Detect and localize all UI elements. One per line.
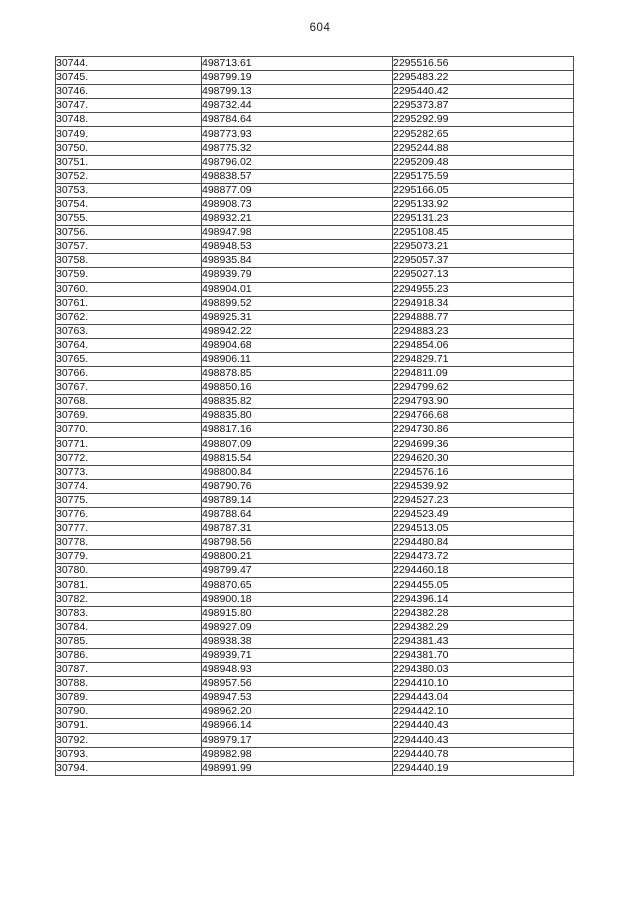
row-easting: 498800.84 [202,465,393,479]
row-easting: 498870.65 [202,578,393,592]
table-row [56,634,574,648]
row-easting: 498947.98 [202,226,393,240]
row-northing: 2294382.29 [393,620,574,634]
row-easting: 498966.14 [202,719,393,733]
row-easting: 498790.76 [202,479,393,493]
row-easting: 498939.71 [202,648,393,662]
row-easting: 498927.09 [202,620,393,634]
table-row [56,733,574,747]
table-row [56,423,574,437]
table-row [56,648,574,662]
row-easting: 498732.44 [202,99,393,113]
table-row [56,57,574,71]
row-easting: 498906.11 [202,352,393,366]
row-index: 30755. [56,212,202,226]
table-row [56,183,574,197]
row-index: 30789. [56,691,202,705]
table-row [56,705,574,719]
coordinate-table-body [56,57,574,776]
row-index: 30747. [56,99,202,113]
table-row [56,719,574,733]
row-easting: 498948.53 [202,240,393,254]
row-northing: 2294888.77 [393,310,574,324]
row-index: 30754. [56,197,202,211]
table-row [56,677,574,691]
row-index: 30746. [56,85,202,99]
row-easting: 498915.80 [202,606,393,620]
table-row [56,141,574,155]
table-row [56,493,574,507]
row-index: 30758. [56,254,202,268]
row-index: 30753. [56,183,202,197]
table-row [56,592,574,606]
row-easting: 498798.56 [202,536,393,550]
row-northing: 2295292.99 [393,113,574,127]
table-row [56,522,574,536]
row-easting: 498938.38 [202,634,393,648]
row-index: 30790. [56,705,202,719]
row-northing: 2295440.42 [393,85,574,99]
row-northing: 2294527.23 [393,493,574,507]
row-easting: 498957.56 [202,677,393,691]
table-row [56,85,574,99]
row-index: 30759. [56,268,202,282]
table-row [56,663,574,677]
table-row [56,536,574,550]
row-northing: 2295373.87 [393,99,574,113]
row-northing: 2294523.49 [393,508,574,522]
row-easting: 498942.22 [202,324,393,338]
row-easting: 498807.09 [202,437,393,451]
row-northing: 2294442.10 [393,705,574,719]
row-index: 30751. [56,155,202,169]
row-index: 30778. [56,536,202,550]
table-row [56,606,574,620]
row-easting: 498838.57 [202,169,393,183]
row-northing: 2294766.68 [393,409,574,423]
row-northing: 2294410.10 [393,677,574,691]
row-easting: 498904.68 [202,338,393,352]
row-index: 30757. [56,240,202,254]
row-index: 30745. [56,71,202,85]
row-easting: 498900.18 [202,592,393,606]
row-index: 30779. [56,550,202,564]
row-northing: 2294382.28 [393,606,574,620]
row-index: 30785. [56,634,202,648]
row-index: 30776. [56,508,202,522]
row-easting: 498878.85 [202,367,393,381]
row-index: 30771. [56,437,202,451]
row-northing: 2295282.65 [393,127,574,141]
row-easting: 498835.80 [202,409,393,423]
row-northing: 2294793.90 [393,395,574,409]
row-index: 30765. [56,352,202,366]
table-row [56,691,574,705]
row-index: 30750. [56,141,202,155]
table-row [56,479,574,493]
row-easting: 498962.20 [202,705,393,719]
row-easting: 498815.54 [202,451,393,465]
row-easting: 498789.14 [202,493,393,507]
table-row [56,761,574,775]
row-easting: 498932.21 [202,212,393,226]
row-index: 30792. [56,733,202,747]
row-index: 30793. [56,747,202,761]
row-northing: 2294440.78 [393,747,574,761]
row-northing: 2294955.23 [393,282,574,296]
row-index: 30788. [56,677,202,691]
row-index: 30756. [56,226,202,240]
table-row [56,197,574,211]
row-index: 30767. [56,381,202,395]
table-row [56,127,574,141]
row-easting: 498799.13 [202,85,393,99]
row-easting: 498788.64 [202,508,393,522]
row-index: 30791. [56,719,202,733]
table-row [56,310,574,324]
row-easting: 498850.16 [202,381,393,395]
row-index: 30783. [56,606,202,620]
table-row [56,324,574,338]
row-northing: 2295244.88 [393,141,574,155]
row-northing: 2294883.23 [393,324,574,338]
row-index: 30748. [56,113,202,127]
row-easting: 498713.61 [202,57,393,71]
row-easting: 498991.99 [202,761,393,775]
row-northing: 2294381.70 [393,648,574,662]
table-row [56,451,574,465]
table-row [56,550,574,564]
row-easting: 498948.93 [202,663,393,677]
row-easting: 498904.01 [202,282,393,296]
row-northing: 2294576.16 [393,465,574,479]
table-row [56,352,574,366]
row-northing: 2294799.62 [393,381,574,395]
table-row [56,367,574,381]
row-northing: 2295166.05 [393,183,574,197]
row-northing: 2294829.71 [393,352,574,366]
row-northing: 2295073.21 [393,240,574,254]
row-index: 30780. [56,564,202,578]
row-index: 30774. [56,479,202,493]
row-index: 30787. [56,663,202,677]
table-row [56,465,574,479]
row-index: 30744. [56,57,202,71]
row-northing: 2295516.56 [393,57,574,71]
row-easting: 498908.73 [202,197,393,211]
table-row [56,409,574,423]
table-row [56,578,574,592]
table-row [56,381,574,395]
row-easting: 498800.21 [202,550,393,564]
row-easting: 498787.31 [202,522,393,536]
row-easting: 498773.93 [202,127,393,141]
row-northing: 2295175.59 [393,169,574,183]
table-row [56,395,574,409]
row-index: 30794. [56,761,202,775]
row-index: 30762. [56,310,202,324]
row-northing: 2294460.18 [393,564,574,578]
table-row [56,99,574,113]
table-row [56,240,574,254]
row-easting: 498979.17 [202,733,393,747]
table-row [56,296,574,310]
row-index: 30770. [56,423,202,437]
row-index: 30772. [56,451,202,465]
row-northing: 2295131.23 [393,212,574,226]
row-index: 30749. [56,127,202,141]
row-index: 30784. [56,620,202,634]
row-northing: 2294699.36 [393,437,574,451]
row-northing: 2295133.92 [393,197,574,211]
page-number: 604 [309,22,331,34]
coordinate-table [55,56,574,776]
row-easting: 498835.82 [202,395,393,409]
row-index: 30775. [56,493,202,507]
row-index: 30766. [56,367,202,381]
row-northing: 2294854.06 [393,338,574,352]
table-row [56,254,574,268]
row-easting: 498947.53 [202,691,393,705]
table-row [56,268,574,282]
row-easting: 498877.09 [202,183,393,197]
row-northing: 2294440.19 [393,761,574,775]
row-northing: 2295209.48 [393,155,574,169]
table-row [56,71,574,85]
row-northing: 2294380.03 [393,663,574,677]
row-index: 30763. [56,324,202,338]
row-northing: 2295057.37 [393,254,574,268]
table-row [56,437,574,451]
row-index: 30781. [56,578,202,592]
table-row [56,282,574,296]
table-row [56,169,574,183]
row-northing: 2294730.86 [393,423,574,437]
row-northing: 2294480.84 [393,536,574,550]
row-index: 30764. [56,338,202,352]
row-northing: 2294473.72 [393,550,574,564]
row-northing: 2294440.43 [393,733,574,747]
row-index: 30769. [56,409,202,423]
row-northing: 2294620.30 [393,451,574,465]
row-easting: 498799.19 [202,71,393,85]
row-index: 30786. [56,648,202,662]
row-easting: 498799.47 [202,564,393,578]
row-index: 30760. [56,282,202,296]
row-index: 30782. [56,592,202,606]
row-northing: 2294918.34 [393,296,574,310]
row-easting: 498899.52 [202,296,393,310]
row-northing: 2295027.13 [393,268,574,282]
row-northing: 2295483.22 [393,71,574,85]
row-northing: 2294811.09 [393,367,574,381]
table-row [56,338,574,352]
table-row [56,564,574,578]
row-easting: 498935.84 [202,254,393,268]
row-northing: 2294440.43 [393,719,574,733]
row-easting: 498982.98 [202,747,393,761]
table-row [56,226,574,240]
row-easting: 498817.16 [202,423,393,437]
table-row [56,212,574,226]
row-easting: 498939.79 [202,268,393,282]
table-row [56,747,574,761]
row-northing: 2294381.43 [393,634,574,648]
table-row [56,155,574,169]
row-easting: 498925.31 [202,310,393,324]
row-northing: 2294443.04 [393,691,574,705]
row-index: 30777. [56,522,202,536]
table-row [56,620,574,634]
row-index: 30768. [56,395,202,409]
table-row [56,113,574,127]
row-index: 30761. [56,296,202,310]
row-easting: 498784.64 [202,113,393,127]
row-easting: 498796.02 [202,155,393,169]
row-index: 30752. [56,169,202,183]
row-northing: 2294396.14 [393,592,574,606]
row-northing: 2294539.92 [393,479,574,493]
row-northing: 2295108.45 [393,226,574,240]
table-row [56,508,574,522]
row-easting: 498775.32 [202,141,393,155]
row-index: 30773. [56,465,202,479]
row-northing: 2294513.05 [393,522,574,536]
row-northing: 2294455.05 [393,578,574,592]
